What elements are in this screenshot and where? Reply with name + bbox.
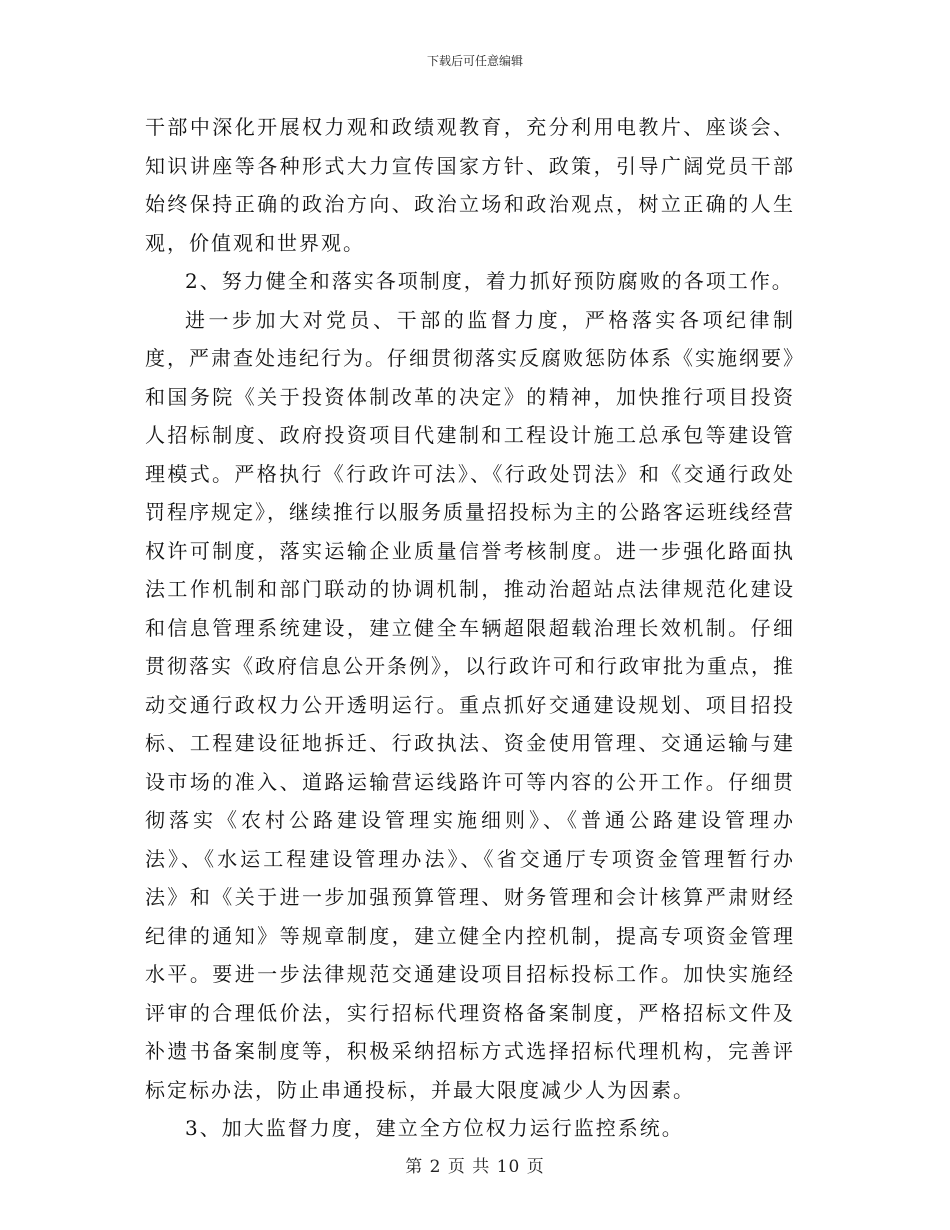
paragraph-main: 进一步加大对党员、干部的监督力度，严格落实各项纪律制度，严肃查处违纪行为。仔细贯彻落实反腐败惩防体系《实施纲要》和国务院《关于投资体制改革的决定》的精神，加快推行项目投资人招标制度、政府投资项目代建制和工程设计施工总承包等建设管理模式。严格执行《行政许可法》、《行政处罚法》和《交通行政处罚程序规定》，继续推行以服务质量招投标为主的公路客运班线经营权许可制度，落实运输企业质量信誉考核制度。进一步强化路面执法工作机制和部门联动的协调机制，推动治超站点法律规范化建设和信息管理系统建设，建立健全车辆超限超载治理长效机制。仔细贯彻落实《政府信息公开条例》，以行政许可和行政审批为重点，推动交通行政权力公开透明运行。重点抓好交通建设规划、项目招投标、工程建设征地拆迁、行政执法、资金使用管理、交通运输与建设市场的准入、道路运输营运线路许可等内容的公开工作。仔细贯彻落实《农村公路建设管理实施细则》、《普通公路建设管理办法》、《水运工程建设管理办法》、《省交通厅专项资金管理暂行办法》和《关于进一步加强预算管理、财务管理和会计核算严肃财经纪律的通知》等规章制度，建立健全内控机制，提高专项资金管理水平。要进一步法律规范交通建设项目招标投标工作。加快实施经评审的合理低价法，实行招标代理资格备案制度，严格招标文件及补遗书备案制度等，积极采纳招标方式选择招标代理机构，完善评标定标办法，防止串通投标，并最大限度减少人为因素。 [145,307,795,1102]
section-heading-2: 2、努力健全和落实各项制度，着力抓好预防腐败的各项工作。 [185,269,794,293]
section-heading-3: 3、加大监督力度，建立全方位权力运行监控系统。 [185,1116,684,1140]
page-header: 下载后可任意编辑 [426,54,523,68]
paragraph-continuation: 干部中深化开展权力观和政绩观教育，充分利用电教片、座谈会、知识讲座等各种形式大力宣传国家方针、政策，引导广阔党员干部始终保持正确的政治方向、政治立场和政治观点，树立正确的人生观，价值观和世界观。 [145,115,795,255]
document-body [145,108,795,1148]
page-number-footer: 第 2 页 共 10 页 [405,1157,545,1177]
